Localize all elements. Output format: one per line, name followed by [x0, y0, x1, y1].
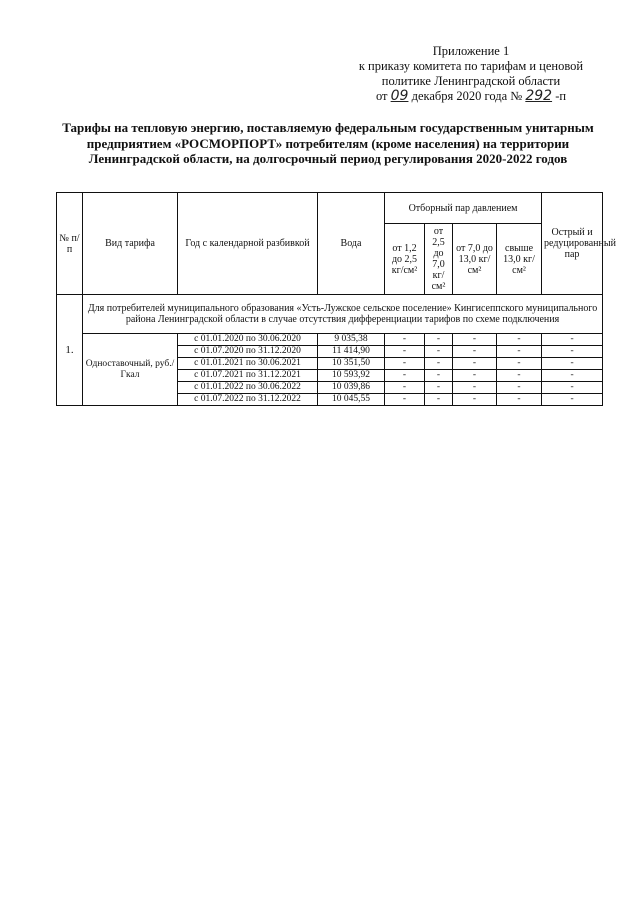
order-reference-line: к приказу комитета по тарифам и ценовой [358, 59, 584, 73]
committee-name: политике Ленинградской области [381, 74, 561, 88]
dash-cell: - [453, 394, 497, 406]
dash-cell: - [497, 370, 542, 382]
water-value: 10 045,55 [318, 394, 385, 406]
dash-cell: - [542, 370, 603, 382]
tariff-type-cell: Одноставочный, руб./Гкал [83, 334, 178, 406]
water-value: 10 593,92 [318, 370, 385, 382]
period-cell: с 01.01.2020 по 30.06.2020 [178, 334, 318, 346]
dash-cell: - [385, 346, 425, 358]
table-row [57, 334, 603, 346]
dash-cell: - [425, 346, 453, 358]
dash-cell: - [542, 358, 603, 370]
header-water: Вода [318, 193, 385, 295]
header-year: Год с календарной разбивкой [178, 193, 318, 295]
period-cell: с 01.01.2021 по 30.06.2021 [178, 358, 318, 370]
header-tariff-type: Вид тарифа [83, 193, 178, 295]
dash-cell: - [385, 394, 425, 406]
header-sharp-steam: Острый и редуцированный пар [542, 193, 603, 295]
dash-cell: - [497, 382, 542, 394]
dash-cell: - [497, 346, 542, 358]
header-steam-3: от 7,0 до 13,0 кг/см² [453, 224, 497, 295]
document-header [346, 44, 596, 104]
dash-cell: - [453, 334, 497, 346]
dash-cell: - [385, 370, 425, 382]
dash-cell: - [425, 370, 453, 382]
dash-cell: - [542, 394, 603, 406]
period-cell: с 01.07.2022 по 31.12.2022 [178, 394, 318, 406]
order-day: 09 [390, 88, 409, 104]
dash-cell: - [497, 334, 542, 346]
period-cell: с 01.07.2021 по 31.12.2021 [178, 370, 318, 382]
dash-cell: - [542, 382, 603, 394]
header-steam: Отборный пар давлением [385, 193, 542, 224]
water-value: 9 035,38 [318, 334, 385, 346]
dash-cell: - [453, 358, 497, 370]
dash-cell: - [385, 382, 425, 394]
dash-cell: - [542, 346, 603, 358]
document-title: Тарифы на тепловую энергию, поставляемую федеральным государственным унитарным предприятием «РОСМОРПОРТ» потребителям (кроме населения) на территории Ленинградской области, на долгосрочный период регулирования 2020-2022 годов [62, 120, 594, 166]
water-value: 11 414,90 [318, 346, 385, 358]
consumer-subheader: Для потребителей муниципального образования «Усть-Лужское сельское поселение» Кингисеппского муниципального района Ленинградской области в случае отсутствия дифференциации тарифов по схеме подключения [83, 295, 603, 334]
tariff-table [56, 192, 616, 406]
dash-cell: - [497, 358, 542, 370]
dash-cell: - [542, 334, 603, 346]
water-value: 10 039,86 [318, 382, 385, 394]
header-steam-1: от 1,2 до 2,5 кг/см² [385, 224, 425, 295]
period-cell: с 01.07.2020 по 31.12.2020 [178, 346, 318, 358]
dash-cell: - [453, 346, 497, 358]
dash-cell: - [453, 382, 497, 394]
dash-cell: - [453, 370, 497, 382]
header-steam-2: от 2,5 до 7,0 кг/см² [425, 224, 453, 295]
header-steam-4: свыше 13,0 кг/см² [497, 224, 542, 295]
appendix-label: Приложение 1 [432, 44, 510, 58]
header-num: № п/п [57, 193, 83, 295]
dash-cell: - [425, 394, 453, 406]
period-cell: с 01.01.2022 по 30.06.2022 [178, 382, 318, 394]
row-number: 1. [57, 295, 83, 406]
dash-cell: - [385, 334, 425, 346]
dash-cell: - [425, 358, 453, 370]
order-number: 292 [525, 88, 553, 104]
dash-cell: - [425, 334, 453, 346]
dash-cell: - [425, 382, 453, 394]
dash-cell: - [497, 394, 542, 406]
water-value: 10 351,50 [318, 358, 385, 370]
dash-cell: - [385, 358, 425, 370]
order-date-line: от 09 декабря 2020 года № 292 -п [375, 88, 567, 104]
